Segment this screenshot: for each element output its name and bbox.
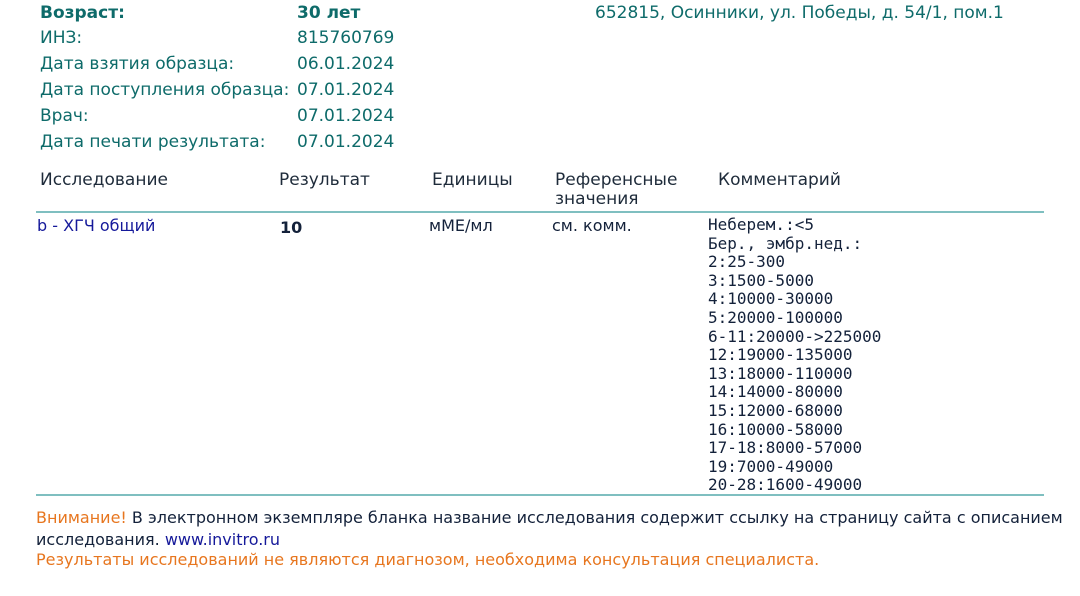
inz-label: ИНЗ: [40, 28, 83, 48]
comment-line: 19:7000-49000 [708, 456, 834, 476]
notice-text: В электронном экземпляре бланка название исследования содержит ссылку на страницу сайта с описанием [131, 508, 1063, 527]
comment-line: Бер., эмбр.нед.: [708, 233, 863, 253]
table-bottom-divider [36, 494, 1044, 496]
print-date-value: 07.01.2024 [297, 132, 395, 152]
comment-line: 2:25-300 [708, 252, 786, 272]
comment-line: 20-28:1600-49000 [708, 475, 863, 495]
age-label: Возраст: [40, 3, 125, 23]
comment-line: 6-11:20000->225000 [708, 326, 882, 346]
column-header-result: Результат [279, 170, 370, 190]
reference-value: см. комм. [552, 216, 632, 235]
sample-taken-value: 06.01.2024 [297, 54, 395, 74]
sample-taken-label: Дата взятия образца: [40, 54, 235, 74]
study-link[interactable]: b - ХГЧ общий [37, 216, 156, 235]
comment-line: 15:12000-68000 [708, 400, 843, 420]
age-value: 30 лет [297, 3, 361, 23]
column-header-study: Исследование [40, 170, 168, 190]
comment-line: 5:20000-100000 [708, 307, 843, 327]
comment-block [708, 216, 881, 495]
comment-line: 14:14000-80000 [708, 382, 843, 402]
column-header-units: Единицы [432, 170, 513, 190]
notice-line-2 [36, 529, 280, 551]
comment-line: 17-18:8000-57000 [708, 438, 863, 458]
attention-label: Внимание! [36, 508, 127, 527]
column-header-reference-line1: Референсные [555, 170, 678, 190]
column-header-reference-line2: значения [555, 189, 639, 209]
comment-line: 4:10000-30000 [708, 289, 834, 309]
inz-value: 815760769 [297, 28, 395, 48]
units-value: мМЕ/мл [429, 216, 493, 235]
clinic-address: 652815, Осинники, ул. Победы, д. 54/1, пом.1 [595, 3, 1004, 23]
disclaimer: Результаты исследований не являются диагнозом, необходима консультация специалиста. [36, 550, 820, 569]
column-header-comment: Комментарий [718, 170, 841, 190]
comment-line: 16:10000-58000 [708, 419, 843, 439]
notice-text-continued: исследования. [36, 530, 160, 549]
result-value: 10 [280, 218, 303, 237]
sample-received-label: Дата поступления образца: [40, 80, 290, 100]
sample-received-value: 07.01.2024 [297, 80, 395, 100]
column-header-reference [555, 171, 677, 209]
comment-line: 3:1500-5000 [708, 270, 814, 290]
comment-line: 12:19000-135000 [708, 345, 853, 365]
comment-line: 13:18000-110000 [708, 363, 853, 383]
notice-line-1 [36, 507, 1063, 529]
doctor-value: 07.01.2024 [297, 106, 395, 126]
doctor-label: Врач: [40, 106, 89, 126]
print-date-label: Дата печати результата: [40, 132, 266, 152]
table-header-divider [36, 211, 1044, 213]
site-link[interactable]: www.invitro.ru [164, 530, 280, 549]
comment-line: Неберем.:<5 [708, 215, 814, 234]
